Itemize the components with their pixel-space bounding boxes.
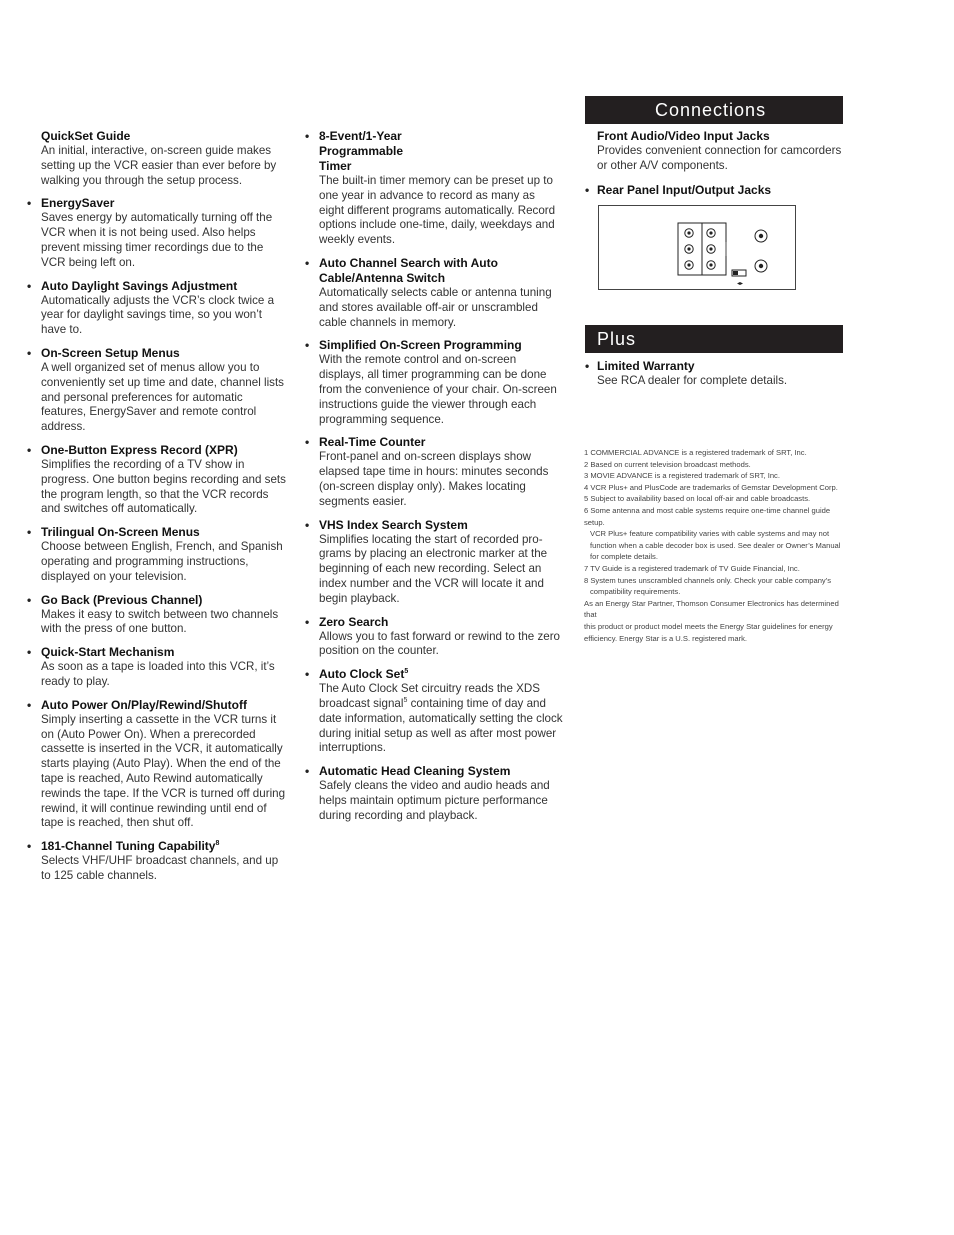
feature-title-text: 181-Channel Tuning Capability xyxy=(41,839,216,854)
feature-description: Allows you to fast forward or rewind to the zero position on the counter. xyxy=(319,629,561,658)
footnote-continued: VCR Plus+ feature compatibility varies with cable systems and may not xyxy=(590,529,830,539)
feature-description: The built-in timer memory can be preset up to one year in advance to record as many as eight different programs automatically. Record options include one-time, daily, weekdays and weekly events. xyxy=(319,174,556,247)
bullet: • xyxy=(27,345,32,360)
feature-daylight-savings xyxy=(27,279,289,338)
bullet: • xyxy=(305,667,310,682)
feature-description: Simplifies locating the start of recorded pro-grams by placing an electronic marker at the beginning of each new recording. Select an index number and the VCR will locate it and begin playback. xyxy=(319,532,548,605)
feature-title: 8-Event/1-Year Programmable Timer xyxy=(319,129,404,173)
plus-heading: Plus xyxy=(585,325,843,353)
feature-setup-menus xyxy=(27,346,289,435)
energy-star-note: As an Energy Star Partner, Thomson Consumer Electronics has determined that xyxy=(584,598,839,620)
bullet: • xyxy=(27,592,32,607)
bullet: • xyxy=(27,645,32,660)
footnote: 7 TV Guide is a registered trademark of TV Guide Financial, Inc. xyxy=(584,563,800,573)
footnote-ref: 8 xyxy=(215,840,220,848)
feature-description: Saves energy by automatically turning off the VCR when it is not being used. Also helps prevent missing timer recordings due to the VCR being left on. xyxy=(41,211,273,269)
footnote-continued: for complete details. xyxy=(590,552,658,562)
bullet: • xyxy=(27,839,32,854)
feature-programmable-timer xyxy=(305,129,563,248)
rear-panel-diagram xyxy=(598,205,796,290)
footnote: 2 Based on current television broadcast methods. xyxy=(584,459,751,469)
energy-star-note: this product or product model meets the Energy Star guidelines for energy xyxy=(584,621,833,631)
warranty-description: See RCA dealer for complete details. xyxy=(597,374,788,387)
feature-go-back xyxy=(27,593,289,638)
feature-energysaver xyxy=(27,196,289,270)
footnote: 5 Subject to availability based on local off-air and cable broadcasts. xyxy=(584,494,811,504)
front-jacks-description: Provides convenient connection for camcorders or other A/V components. xyxy=(597,144,842,172)
feature-title xyxy=(41,839,289,854)
feature-title: Zero Search xyxy=(319,614,389,629)
feature-title: Automatic Head Cleaning System xyxy=(319,764,511,779)
feature-description xyxy=(319,682,563,756)
feature-title: Auto Power On/Play/Rewind/Shutoff xyxy=(41,697,248,712)
feature-description: Choose between English, French, and Spanish operating and programming instructions, displayed on your television. xyxy=(41,540,283,583)
feature-title: Real-Time Counter xyxy=(319,435,426,450)
feature-quickset-guide xyxy=(27,129,289,188)
footnote: 3 MOVIE ADVANCE is a registered trademark of SRT, Inc. xyxy=(584,471,780,481)
feature-real-time-counter xyxy=(305,435,563,509)
bullet: • xyxy=(305,338,310,353)
bullet: • xyxy=(305,764,310,779)
feature-description: Front-panel and on-screen displays show elapsed tape time in hours: minutes seconds (on-screen display only). Makes locating segments easier. xyxy=(319,450,549,508)
bullet: • xyxy=(585,183,590,197)
description-part: containing time of day and date information, automatically setting the clock during initial setup as well as after most power interruptions. xyxy=(319,696,563,755)
feature-title: Auto Channel Search with Auto Cable/Antenna Switch xyxy=(319,255,498,285)
feature-title: Auto Daylight Savings Adjustment xyxy=(41,278,238,293)
feature-onscreen-programming xyxy=(305,338,563,427)
feature-description: Selects VHF/UHF broadcast channels, and up to 125 cable channels. xyxy=(41,854,279,882)
description-part: The Auto Clock Set circuitry reads the XDS broadcast signal xyxy=(319,682,541,710)
feature-title: Go Back (Previous Channel) xyxy=(41,592,203,607)
feature-zero-search xyxy=(305,615,563,660)
front-jacks-title: Front Audio/Video Input Jacks xyxy=(597,129,770,143)
bullet: • xyxy=(585,359,590,373)
feature-description: Simplifies the recording of a TV show in progress. One button begins recording and sets the program length, so that the VCR records and switches off automatically. xyxy=(41,457,286,516)
feature-auto-channel-search xyxy=(305,256,563,330)
front-jacks-item xyxy=(584,129,844,174)
footnote: 8 System tunes unscrambled channels only. Check your cable company’s xyxy=(584,575,832,585)
svg-text:◂▸: ◂▸ xyxy=(737,280,744,287)
feature-auto-power xyxy=(27,698,289,831)
bullet: • xyxy=(27,525,32,540)
feature-description: With the remote control and on-screen displays, all timer programming can be done from the convenience of your chair. On-screen instructions guide the viewer through each programming sequence. xyxy=(319,353,557,426)
feature-description: Makes it easy to switch between two channels with the press of one button. xyxy=(41,607,279,636)
feature-title-text: Auto Clock Set xyxy=(319,667,405,682)
bullet: • xyxy=(305,517,310,532)
bullet: • xyxy=(305,435,310,450)
features-column-2 xyxy=(305,129,563,832)
footnotes xyxy=(584,447,846,644)
feature-title: EnergySaver xyxy=(41,196,115,211)
footnote: 4 VCR Plus+ and PlusCode are trademarks of Gemstar Development Corp. xyxy=(584,482,838,492)
feature-description: As soon as a tape is loaded into this VCR, it’s ready to play. xyxy=(41,660,275,688)
bullet: • xyxy=(27,196,32,211)
feature-description: An initial, interactive, on-screen guide makes setting up the VCR easier than ever before by walking you through the setup process. xyxy=(41,144,277,187)
feature-title: Quick-Start Mechanism xyxy=(41,645,175,660)
bullet: • xyxy=(305,614,310,629)
features-column-1 xyxy=(27,129,289,892)
bullet: • xyxy=(305,255,310,270)
bullet: • xyxy=(27,278,32,293)
footnote: 6 Some antenna and most cable systems require one-time channel guide setup. xyxy=(584,505,831,527)
warranty-title: Limited Warranty xyxy=(597,359,695,373)
feature-title: QuickSet Guide xyxy=(41,129,131,143)
footnote-continued: compatibility requirements. xyxy=(590,587,681,597)
feature-description: Safely cleans the video and audio heads and helps maintain optimum picture performance during recording and playback. xyxy=(319,779,550,822)
connections-heading: Connections xyxy=(585,96,843,124)
feature-express-record xyxy=(27,443,289,517)
warranty-item xyxy=(584,359,844,389)
feature-description: Automatically selects cable or antenna tuning and stores available off-air or unscrambled cable channels in memory. xyxy=(319,285,552,329)
bullet: • xyxy=(305,129,310,143)
feature-description: Automatically adjusts the VCR’s clock twice a year for daylight savings time, so you won’t have to. xyxy=(41,293,275,337)
feature-description: A well organized set of menus allow you to conveniently set up time and date, channel lists and personal preferences for automatic features, EnergySaver and remote control address. xyxy=(41,360,284,434)
footnote-ref: 5 xyxy=(404,668,409,676)
feature-title xyxy=(319,667,563,682)
energy-star-note: efficiency. Energy Star is a U.S. registered mark. xyxy=(584,633,748,643)
rear-jacks-item xyxy=(584,183,844,198)
feature-trilingual-menus xyxy=(27,525,289,584)
footnote-continued: function when a cable decoder box is used. See dealer or Owner’s Manual xyxy=(590,540,841,550)
feature-title: One-Button Express Record (XPR) xyxy=(41,442,238,457)
rear-jacks-title: Rear Panel Input/Output Jacks xyxy=(597,183,772,197)
feature-quick-start xyxy=(27,645,289,690)
feature-title: VHS Index Search System xyxy=(319,517,468,532)
bullet: • xyxy=(27,697,32,712)
feature-channel-tuning xyxy=(27,839,289,884)
feature-title: On-Screen Setup Menus xyxy=(41,345,180,360)
feature-title: Simplified On-Screen Programming xyxy=(319,338,522,353)
bullet: • xyxy=(27,442,32,457)
rear-panel-illustration xyxy=(599,206,795,289)
feature-description: Simply inserting a cassette in the VCR turns it on (Auto Power On). When a prerecorded cassette is inserted in the VCR, it automatically starts playing (Auto Play). When the end of the tape is reached, Auto Rewind automatically rewinds the tape. If the VCR is turned off during rewind, it will continue rewinding until end of tape is reached, then shut off. xyxy=(41,712,286,830)
feature-auto-clock-set xyxy=(305,667,563,756)
footnote: 1 COMMERCIAL ADVANCE is a registered trademark of SRT, Inc. xyxy=(584,448,807,457)
footnote-ref: 5 xyxy=(403,697,408,705)
feature-title: Trilingual On-Screen Menus xyxy=(41,525,200,540)
feature-vhs-index-search xyxy=(305,518,563,607)
feature-head-cleaning xyxy=(305,764,563,823)
